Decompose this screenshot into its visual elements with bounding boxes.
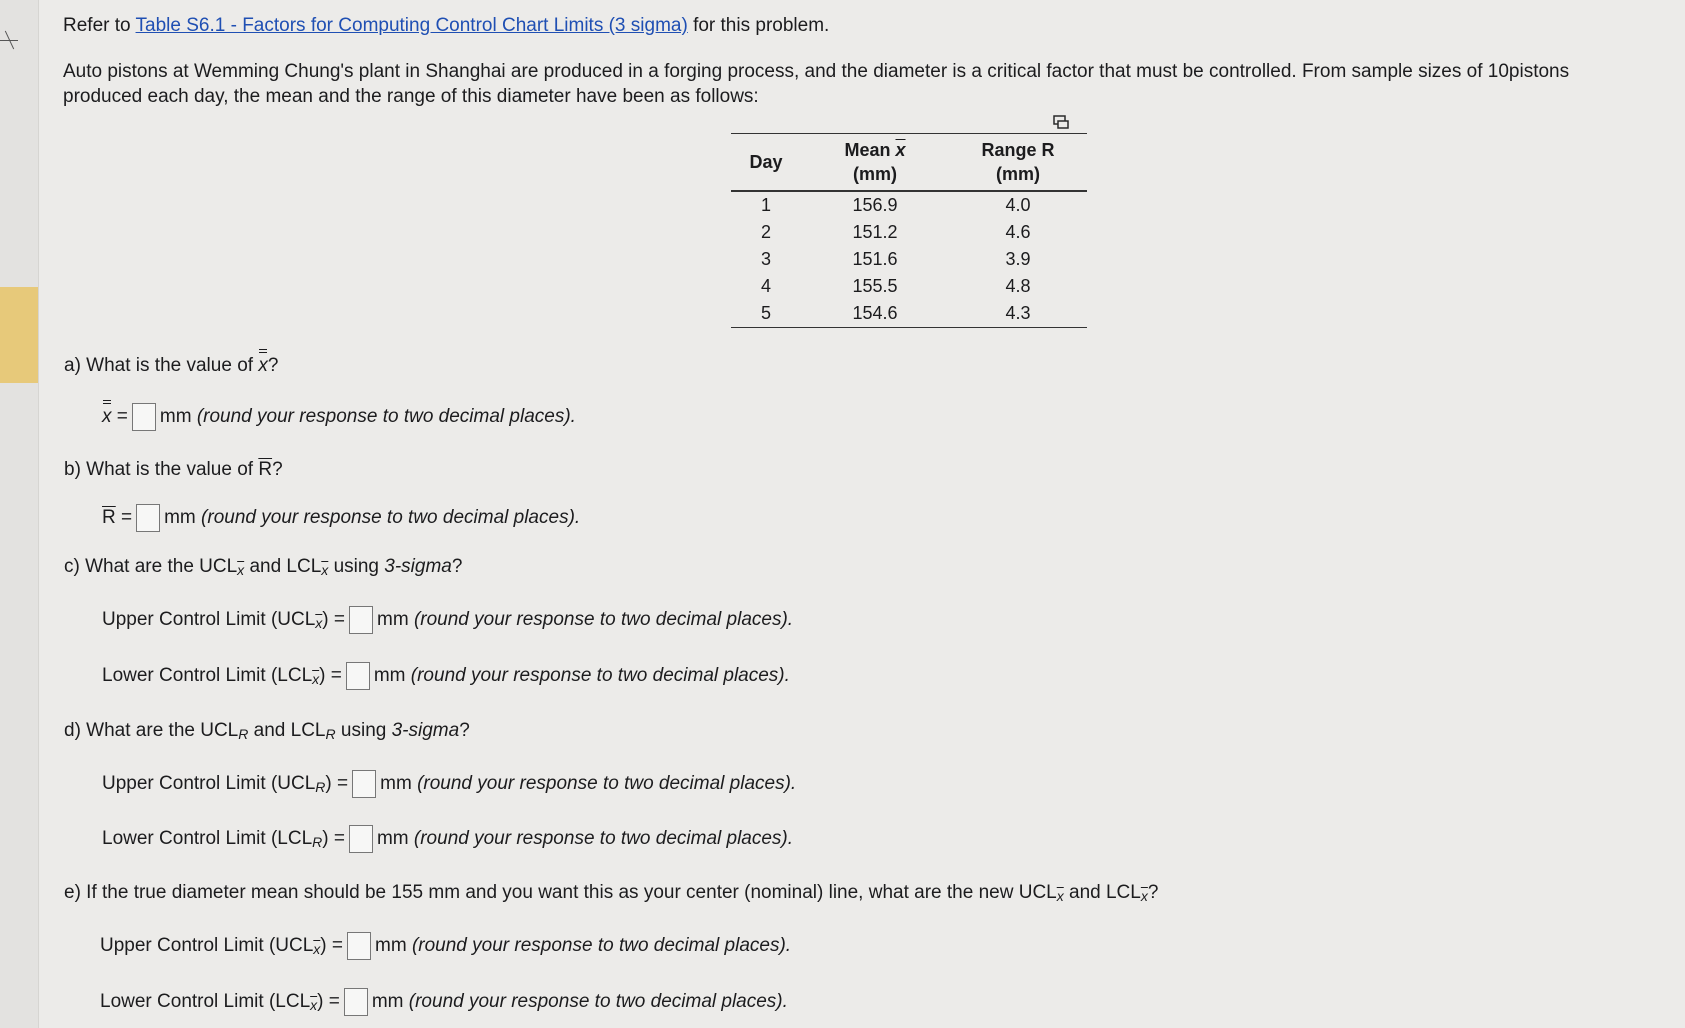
question-d-sigma: 3-sigma	[391, 720, 460, 741]
question-a-text: a) What is the value of	[64, 355, 259, 376]
question-b-text: b) What is the value of	[64, 459, 259, 480]
question-b	[64, 459, 283, 481]
question-b-end: ?	[272, 459, 283, 480]
new-ucl-x-input[interactable]	[347, 932, 371, 960]
question-d-end: ?	[459, 720, 470, 741]
new-lcl-x-label: Lower Control Limit (LCL	[100, 991, 311, 1013]
answer-a-hint: (round your response to two decimal places).	[196, 406, 576, 428]
question-e-sub1: x	[1056, 888, 1064, 904]
lcl-x-hint: (round your response to two decimal places).	[410, 665, 790, 687]
lcl-x-input[interactable]	[346, 662, 370, 690]
question-c-end: ?	[451, 556, 463, 577]
answer-a-eq: =	[111, 406, 128, 428]
header-mean	[801, 134, 949, 192]
table-row	[731, 191, 1087, 219]
question-c-text1: c) What are the UCL	[64, 556, 238, 577]
question-d-text3: using	[335, 720, 392, 741]
answer-c-lcl-row	[102, 662, 790, 690]
ucl-x-unit: mm	[377, 609, 409, 631]
answer-b-row	[102, 504, 580, 532]
answer-e-lcl-row	[100, 988, 788, 1016]
new-lcl-x-hint: (round your response to two decimal places).	[408, 991, 788, 1013]
r-bar-input[interactable]	[136, 504, 160, 532]
question-e-text2: and LCL	[1063, 882, 1141, 903]
new-ucl-x-sub: x	[313, 941, 321, 958]
answer-c-ucl-row	[102, 606, 793, 634]
x-double-bar-input[interactable]	[132, 403, 156, 431]
header-mean-word: Mean	[844, 140, 896, 160]
cell-range: 4.0	[1005, 195, 1031, 215]
ucl-x-hint: (round your response to two decimal places).	[413, 609, 794, 631]
question-c-text2: and LCL	[244, 556, 322, 577]
table-row	[731, 300, 1087, 328]
left-sidebar-strip	[0, 0, 39, 1028]
answer-a-unit: mm	[159, 406, 192, 428]
table-s61-link[interactable]: Table S6.1 - Factors for Computing Control Chart Limits (3 sigma)	[135, 15, 688, 36]
header-mean-unit: (mm)	[853, 164, 897, 184]
lcl-r-hint: (round your response to two decimal places).	[413, 828, 794, 850]
ucl-x-label: Upper Control Limit (UCL	[102, 609, 316, 631]
answer-d-lcl-row	[102, 825, 793, 853]
ucl-r-sub: R	[315, 779, 326, 796]
ucl-r-unit: mm	[380, 773, 412, 795]
ucl-x-sub: x	[315, 615, 323, 632]
cell-range: 3.9	[1005, 249, 1031, 269]
answer-d-ucl-row	[102, 770, 796, 798]
expand-table-icon[interactable]	[1053, 115, 1069, 129]
new-lcl-x-close: ) =	[317, 991, 340, 1013]
ucl-r-hint: (round your response to two decimal places).	[417, 773, 797, 795]
cell-mean: 151.2	[852, 222, 898, 242]
cell-mean: 156.9	[852, 195, 898, 215]
question-c-text3: using	[328, 556, 385, 577]
lcl-x-unit: mm	[373, 665, 406, 687]
new-lcl-x-sub: x	[310, 997, 318, 1014]
question-d-text1: d) What are the UCL	[64, 720, 239, 741]
cell-day: 2	[760, 222, 771, 242]
new-ucl-x-label: Upper Control Limit (UCL	[100, 935, 314, 957]
answer-b-lhs: $\overline{R}$	[102, 507, 116, 529]
header-day: Day	[749, 152, 783, 172]
intro-line	[63, 15, 829, 37]
cell-day: 4	[760, 276, 771, 296]
intro-suffix: for this problem.	[687, 15, 830, 36]
question-c	[64, 556, 462, 578]
table-row	[731, 246, 1087, 273]
question-e	[64, 882, 1158, 904]
ucl-x-close: ) =	[322, 609, 345, 631]
cell-range: 4.6	[1005, 222, 1031, 242]
question-c-sigma: 3-sigma	[384, 556, 452, 577]
cell-day: 1	[760, 195, 771, 215]
new-ucl-x-close: ) =	[320, 935, 343, 957]
lcl-x-label: Lower Control Limit (LCL	[102, 665, 313, 687]
cell-range: 4.8	[1005, 276, 1031, 296]
question-e-sub2: x	[1140, 888, 1148, 904]
r-bar-symbol: $\overline{R}$	[258, 459, 273, 480]
question-e-text1: e) If the true diameter mean should be 155 mm and you want this as your center (nominal) line, what are the new UCL	[64, 882, 1057, 903]
cell-day: 3	[760, 249, 771, 269]
lcl-r-sub: R	[312, 834, 323, 851]
ucl-r-input[interactable]	[352, 770, 376, 798]
question-a	[64, 355, 278, 377]
answer-a-row	[102, 403, 576, 431]
new-ucl-x-unit: mm	[375, 935, 407, 957]
lcl-r-label: Lower Control Limit (LCL	[102, 828, 313, 850]
question-a-end: ?	[267, 355, 279, 376]
intro-prefix: Refer to	[63, 15, 136, 36]
header-range	[949, 134, 1087, 192]
header-range-line1: Range R	[981, 140, 1055, 160]
question-d-sub1: R	[238, 726, 249, 742]
problem-text	[63, 59, 1569, 109]
header-range-unit: (mm)	[996, 164, 1040, 184]
ucl-r-close: ) =	[325, 773, 349, 795]
header-mean-line1	[811, 138, 939, 162]
question-e-end: ?	[1147, 882, 1159, 903]
table-row	[731, 219, 1087, 246]
lcl-r-input[interactable]	[349, 825, 373, 853]
cell-mean: 151.6	[852, 249, 898, 269]
new-ucl-x-hint: (round your response to two decimal places).	[411, 935, 792, 957]
cell-day: 5	[760, 303, 771, 323]
problem-line-2: produced each day, the mean and the range of this diameter have been as follows:	[63, 86, 759, 107]
question-d	[64, 720, 470, 742]
diameter-data-table	[731, 133, 1087, 328]
answer-b-eq: =	[115, 507, 133, 529]
answer-a-lhs: x	[102, 406, 112, 428]
ucl-x-input[interactable]	[349, 606, 373, 634]
lcl-r-close: ) =	[322, 828, 345, 850]
x-double-bar-symbol: x	[258, 355, 268, 376]
cell-mean: 154.6	[852, 303, 898, 323]
answer-b-hint: (round your response to two decimal places).	[201, 507, 581, 529]
lcl-r-unit: mm	[376, 828, 409, 850]
header-mean-xbar: $\overline{x}$	[895, 140, 906, 160]
table-row	[731, 273, 1087, 300]
question-d-sub2: R	[325, 726, 336, 742]
cell-mean: 155.5	[852, 276, 898, 296]
question-c-sub1: x	[237, 562, 245, 578]
table-header-row	[731, 134, 1087, 192]
new-lcl-x-input[interactable]	[344, 988, 368, 1016]
lcl-x-sub: x	[312, 671, 320, 688]
problem-line-1: Auto pistons at Wemming Chung's plant in Shanghai are produced in a forging process, and the diameter is a critical factor that must be controlled. From sample sizes of 10pistons	[63, 61, 1570, 82]
new-lcl-x-unit: mm	[371, 991, 404, 1013]
question-c-sub2: x	[321, 562, 329, 578]
answer-e-ucl-row	[100, 932, 791, 960]
highlight-tab[interactable]	[0, 287, 38, 383]
ucl-r-label: Upper Control Limit (UCL	[102, 773, 316, 795]
question-d-text2: and LCL	[248, 720, 326, 741]
cell-range: 4.3	[1005, 303, 1031, 323]
lcl-x-close: ) =	[319, 665, 342, 687]
answer-b-unit: mm	[164, 507, 196, 529]
